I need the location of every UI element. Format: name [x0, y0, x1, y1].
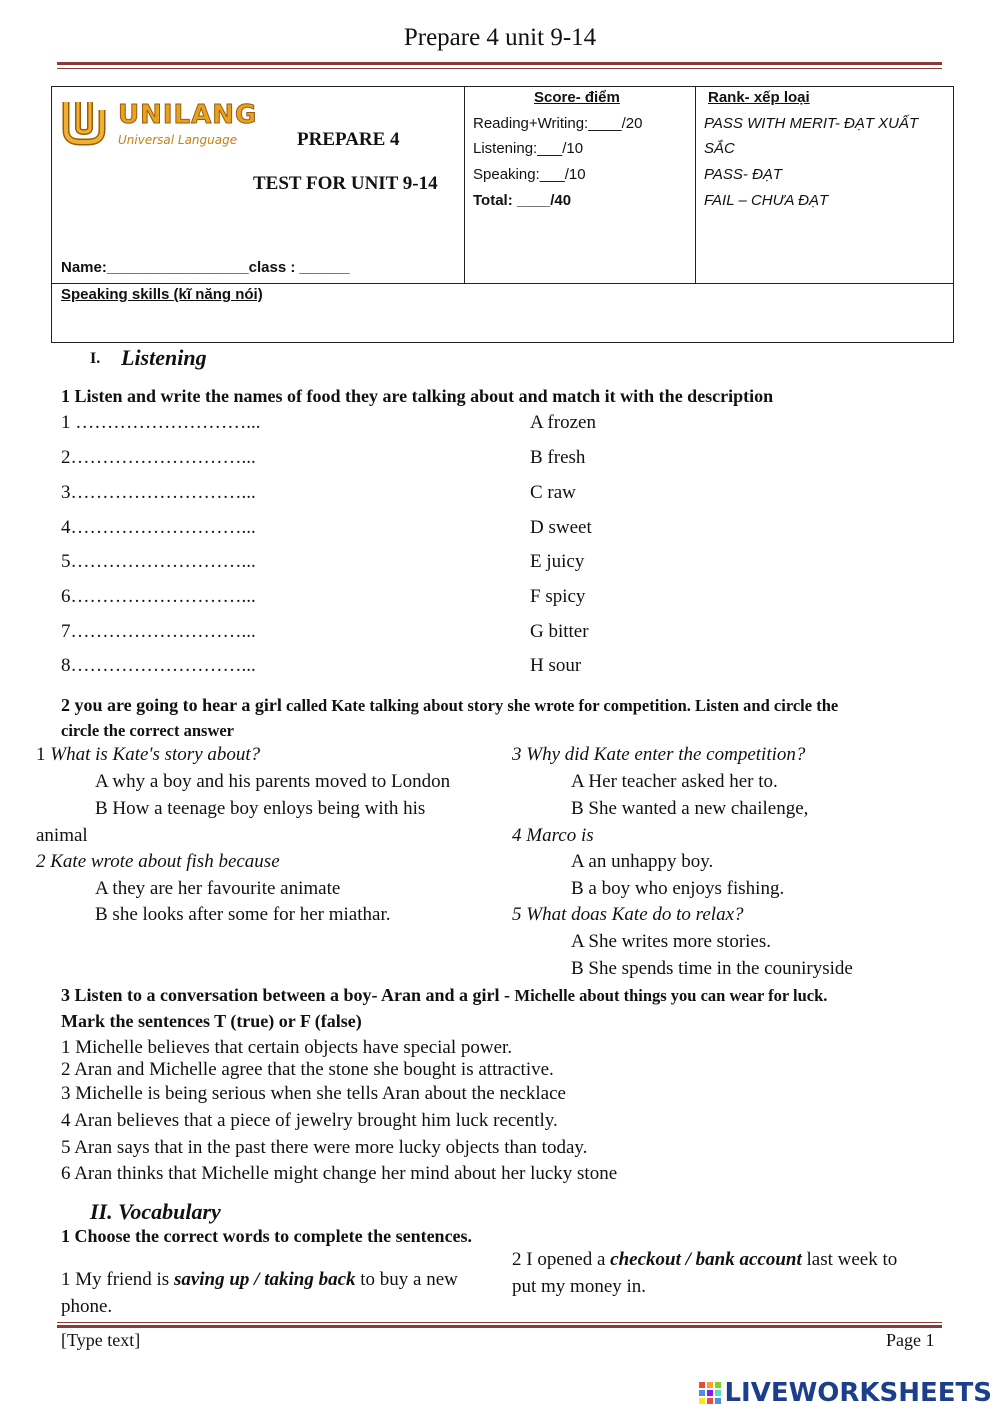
true-false-statement[interactable]: 4 Aran believes that a piece of jewelry brought him luck recently. [61, 1110, 558, 1131]
footer-left: [Type text] [61, 1330, 141, 1350]
section-heading-vocabulary: II. Vocabulary [90, 1199, 221, 1224]
question: 5 What doas Kate do to relax? [512, 904, 744, 925]
part3-instruction-cont: Mark the sentences T (true) or F (false) [61, 1011, 362, 1031]
logo-name: UNILANG [118, 100, 258, 130]
liveworksheets-icon [699, 1382, 721, 1404]
footer-rule [57, 1325, 942, 1328]
section-numeral: I. [90, 350, 101, 367]
name-class-field[interactable]: Name:_________________class : ______ [61, 259, 350, 276]
header-divider [51, 283, 954, 284]
answer-blank[interactable]: 2………………………... [61, 447, 256, 468]
footer-page-number: Page 1 [886, 1330, 935, 1350]
question: 3 Why did Kate enter the competition? [512, 744, 806, 765]
answer-blank[interactable]: 4………………………... [61, 517, 256, 538]
rank-merit-cont: SẮC [704, 140, 735, 157]
vocab-sentence-2-cont: put my money in. [512, 1276, 647, 1297]
score-total: Total: ____/40 [473, 192, 572, 209]
part1-instruction: 1 Listen and write the names of food they are talking about and match it with the description [61, 386, 774, 406]
part2-instruction: 2 you are going to hear a girl called Kate talking about story she wrote for competition. Listen and circle the [61, 695, 839, 715]
answer-blank[interactable]: 5………………………... [61, 551, 256, 572]
score-listening: Listening:___/10 [473, 140, 584, 157]
answer-option[interactable]: A an unhappy boy. [571, 851, 714, 872]
score-heading: Score- điểm [534, 89, 620, 106]
test-title: TEST FOR UNIT 9-14 [253, 173, 438, 194]
answer-blank[interactable]: 3………………………... [61, 482, 256, 503]
word-choice[interactable]: checkout / bank account [610, 1249, 802, 1270]
footer-rule-thin [57, 1322, 942, 1323]
part2-instruction-cont: circle the correct answer [61, 721, 235, 740]
description-option: E juicy [530, 551, 585, 572]
page-title: Prepare 4 unit 9-14 [403, 24, 597, 51]
description-option: H sour [530, 655, 582, 676]
header-rule [57, 62, 942, 65]
true-false-statement[interactable]: 3 Michelle is being serious when she tells Aran about the necklace [61, 1083, 566, 1104]
liveworksheets-logo: LIVEWORKSHEETS [699, 1378, 992, 1408]
answer-option[interactable]: B She wanted a new chailenge, [571, 798, 809, 819]
score-reading-writing: Reading+Writing:____/20 [473, 115, 643, 132]
true-false-statement[interactable]: 6 Aran thinks that Michelle might change her mind about her lucky stone [61, 1163, 618, 1184]
true-false-statement[interactable]: 2 Aran and Michelle agree that the stone she bought is attractive. [61, 1059, 554, 1080]
answer-blank[interactable]: 6………………………... [61, 586, 256, 607]
answer-blank[interactable]: 7………………………... [61, 621, 256, 642]
answer-option-cont: animal [36, 825, 88, 846]
vocab-sentence-2: 2 I opened a checkout / bank account last week to [512, 1249, 898, 1270]
question: 1 What is Kate's story about? [36, 744, 261, 765]
rank-pass: PASS- ĐẠT [704, 166, 783, 183]
true-false-statement[interactable]: 1 Michelle believes that certain objects have special power. [61, 1037, 513, 1058]
answer-option[interactable]: B She spends time in the couniryside [571, 958, 853, 979]
header-rule-thin [57, 68, 942, 69]
course-name: PREPARE 4 [297, 129, 400, 150]
answer-blank[interactable]: 8………………………... [61, 655, 256, 676]
description-option: C raw [530, 482, 576, 503]
description-option: F spicy [530, 586, 586, 607]
rank-fail: FAIL – CHƯA ĐẠT [704, 192, 829, 209]
header-divider [695, 86, 696, 283]
score-speaking: Speaking:___/10 [473, 166, 586, 183]
speaking-skills-label: Speaking skills (kĩ năng nói) [61, 286, 263, 303]
section-heading-listening: Listening [121, 345, 207, 370]
vocab-part1-instruction: 1 Choose the correct words to complete the sentences. [61, 1226, 473, 1246]
answer-option[interactable]: B How a teenage boy enloys being with his [95, 798, 426, 819]
answer-option[interactable]: A they are her favourite animate [95, 878, 341, 899]
question: 4 Marco is [512, 825, 594, 846]
question: 2 Kate wrote about fish because [36, 851, 280, 872]
answer-option[interactable]: B a boy who enjoys fishing. [571, 878, 785, 899]
rank-heading: Rank- xếp loại [708, 89, 810, 106]
unilang-logo-icon [62, 98, 106, 146]
answer-option[interactable]: A why a boy and his parents moved to London [95, 771, 451, 792]
word-choice[interactable]: saving up / taking back [173, 1269, 356, 1290]
description-option: D sweet [530, 517, 592, 538]
vocab-sentence-1: 1 My friend is saving up / taking back to buy a new [61, 1269, 458, 1290]
answer-option[interactable]: A She writes more stories. [571, 931, 772, 952]
vocab-sentence-1-cont: phone. [61, 1296, 113, 1317]
rank-merit: PASS WITH MERIT- ĐẠT XUẤT [704, 115, 919, 132]
description-option: B fresh [530, 447, 586, 468]
logo-tagline: Universal Language [118, 133, 238, 147]
part3-instruction: 3 Listen to a conversation between a boy- Aran and a girl - Michelle about things you can wear for luck. [61, 985, 828, 1005]
true-false-statement[interactable]: 5 Aran says that in the past there were more lucky objects than today. [61, 1137, 588, 1158]
answer-option[interactable]: A Her teacher asked her to. [571, 771, 778, 792]
header-divider [464, 86, 465, 283]
answer-blank[interactable]: 1 ………………………... [61, 412, 261, 433]
description-option: G bitter [530, 621, 589, 642]
answer-option[interactable]: B she looks after some for her miathar. [95, 904, 391, 925]
description-option: A frozen [530, 412, 596, 433]
